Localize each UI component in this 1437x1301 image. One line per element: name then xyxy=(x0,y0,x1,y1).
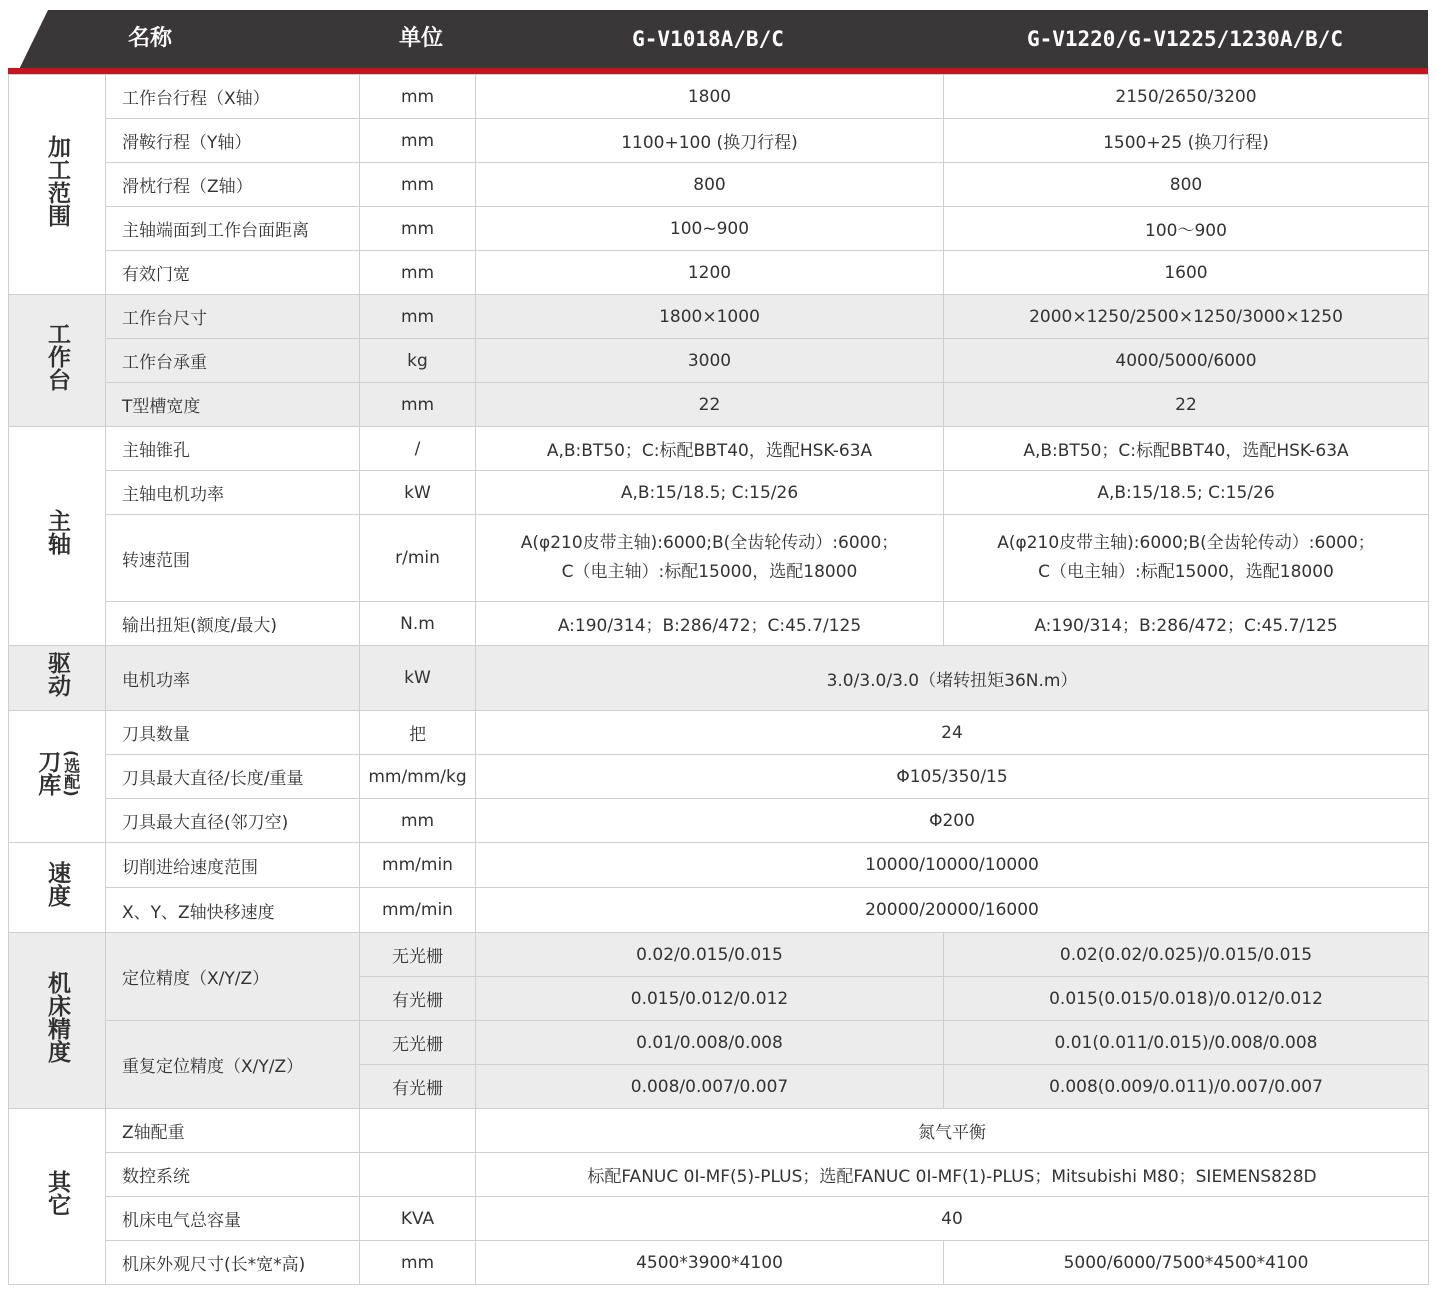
value-shared: 氮气平衡 xyxy=(476,1109,1429,1153)
table-row xyxy=(9,75,1429,119)
row-name: 电机功率 xyxy=(106,646,360,711)
value-shared: 24 xyxy=(476,711,1429,755)
value-a: 100~900 xyxy=(476,207,944,251)
table-row xyxy=(9,711,1429,755)
category-jingdu: 机床精度 xyxy=(9,933,106,1109)
value-a: A:190/314；B:286/472；C:45.7/125 xyxy=(476,602,944,646)
row-unit xyxy=(360,1109,476,1153)
row-name: 机床外观尺寸(长*宽*高) xyxy=(106,1241,360,1285)
row-unit: mm xyxy=(360,295,476,339)
table-row xyxy=(9,1197,1429,1241)
value-b: 2000×1250/2500×1250/3000×1250 xyxy=(944,295,1429,339)
row-unit: mm xyxy=(360,799,476,843)
category-sudu: 速度 xyxy=(9,843,106,933)
value-b: A:190/314；B:286/472；C:45.7/125 xyxy=(944,602,1429,646)
value-shared: Φ105/350/15 xyxy=(476,755,1429,799)
table-row xyxy=(9,163,1429,207)
row-unit: mm/min xyxy=(360,888,476,933)
header-name: 名称 xyxy=(127,26,172,51)
value-a: 22 xyxy=(476,383,944,427)
row-unit: / xyxy=(360,427,476,471)
table-row xyxy=(9,1153,1429,1197)
value-b: 4000/5000/6000 xyxy=(944,339,1429,383)
row-unit: mm xyxy=(360,1241,476,1285)
value-shared: 10000/10000/10000 xyxy=(476,843,1429,888)
category-qita: 其它 xyxy=(9,1109,106,1285)
table-row xyxy=(9,602,1429,646)
row-name: X、Y、Z轴快移速度 xyxy=(106,888,360,933)
category-zhuzhou: 主轴 xyxy=(9,427,106,646)
table-row xyxy=(9,1241,1429,1285)
value-a: 4500*3900*4100 xyxy=(476,1241,944,1285)
row-name: 刀具最大直径/长度/重量 xyxy=(106,755,360,799)
value-shared: 20000/20000/16000 xyxy=(476,888,1429,933)
row-unit: kW xyxy=(360,471,476,515)
value-a: 0.01/0.008/0.008 xyxy=(476,1021,944,1065)
row-unit: mm xyxy=(360,383,476,427)
header-model-a: G-V1018A/B/C xyxy=(632,27,784,51)
value-a-line-2: C（电主轴）:标配15000，选配18000 xyxy=(561,562,858,582)
value-b xyxy=(944,515,1429,602)
table-row xyxy=(9,427,1429,471)
value-b: 0.015(0.015/0.018)/0.012/0.012 xyxy=(944,977,1429,1021)
table-row xyxy=(9,646,1429,711)
row-unit: mm/min xyxy=(360,843,476,888)
row-name: 机床电气总容量 xyxy=(106,1197,360,1241)
value-b: 22 xyxy=(944,383,1429,427)
row-unit: kW xyxy=(360,646,476,711)
header-slant-decoration xyxy=(8,10,48,74)
value-a: 1800×1000 xyxy=(476,295,944,339)
value-a: 800 xyxy=(476,163,944,207)
category-daoku: 刀库(选配) xyxy=(9,711,106,843)
row-name: 转速范围 xyxy=(106,515,360,602)
row-unit: mm/mm/kg xyxy=(360,755,476,799)
row-name-positioning: 定位精度（X/Y/Z） xyxy=(106,933,360,1021)
row-name: 滑枕行程（Z轴） xyxy=(106,163,360,207)
row-unit: r/min xyxy=(360,515,476,602)
value-a: 1100+100 (换刀行程) xyxy=(476,119,944,163)
table-row xyxy=(9,1109,1429,1153)
value-b-line-1: A(φ210皮带主轴):6000;B(全齿轮传动）:6000； xyxy=(997,533,1375,554)
table-row xyxy=(9,515,1429,602)
category-daoku-note: (选配) xyxy=(61,749,81,797)
row-unit xyxy=(360,1153,476,1197)
value-b: 5000/6000/7500*4500*4100 xyxy=(944,1241,1429,1285)
value-shared: 40 xyxy=(476,1197,1429,1241)
table-row xyxy=(9,251,1429,295)
header-unit: 单位 xyxy=(398,26,443,51)
row-name: 切削进给速度范围 xyxy=(106,843,360,888)
row-name: 有效门宽 xyxy=(106,251,360,295)
category-jiagong: 加工范围 xyxy=(9,75,106,295)
row-unit: 把 xyxy=(360,711,476,755)
value-a xyxy=(476,515,944,602)
table-row xyxy=(9,843,1429,888)
row-name: 主轴电机功率 xyxy=(106,471,360,515)
value-b: A,B:15/18.5; C:15/26 xyxy=(944,471,1429,515)
row-name: 输出扭矩(额度/最大) xyxy=(106,602,360,646)
category-gongzuotai: 工作台 xyxy=(9,295,106,427)
value-b: 1500+25 (换刀行程) xyxy=(944,119,1429,163)
table-row xyxy=(9,383,1429,427)
row-sub: 有光栅 xyxy=(360,977,476,1021)
table-row xyxy=(9,755,1429,799)
value-a: A,B:15/18.5; C:15/26 xyxy=(476,471,944,515)
row-name: 工作台行程（X轴） xyxy=(106,75,360,119)
value-b: 0.008(0.009/0.011)/0.007/0.007 xyxy=(944,1065,1429,1109)
value-b-line-2: C（电主轴）:标配15000，选配18000 xyxy=(1038,562,1334,582)
spec-table xyxy=(8,74,1429,1285)
table-row xyxy=(9,471,1429,515)
value-shared: Φ200 xyxy=(476,799,1429,843)
table-row xyxy=(9,339,1429,383)
row-name: 刀具最大直径(邻刀空) xyxy=(106,799,360,843)
row-name: Z轴配重 xyxy=(106,1109,360,1153)
table-row xyxy=(9,799,1429,843)
row-name: T型槽宽度 xyxy=(106,383,360,427)
value-shared: 标配FANUC 0I-MF(5)-PLUS；选配FANUC 0I-MF(1)-PLUS；Mitsubishi M80；SIEMENS828D xyxy=(476,1153,1429,1197)
header-model-b: G-V1220/G-V1225/1230A/B/C xyxy=(1026,27,1344,51)
value-a-line-1: A(φ210皮带主轴):6000;B(全齿轮传动）:6000； xyxy=(520,533,899,554)
value-b: 800 xyxy=(944,163,1429,207)
row-unit: mm xyxy=(360,207,476,251)
table-row xyxy=(9,207,1429,251)
row-name: 主轴锥孔 xyxy=(106,427,360,471)
value-a: 1200 xyxy=(476,251,944,295)
value-b: 1600 xyxy=(944,251,1429,295)
row-unit: KVA xyxy=(360,1197,476,1241)
row-name: 工作台承重 xyxy=(106,339,360,383)
table-row xyxy=(9,888,1429,933)
value-a: 3000 xyxy=(476,339,944,383)
value-b: 0.02(0.02/0.025)/0.015/0.015 xyxy=(944,933,1429,977)
row-sub: 无光栅 xyxy=(360,933,476,977)
row-name: 滑鞍行程（Y轴） xyxy=(106,119,360,163)
row-name: 数控系统 xyxy=(106,1153,360,1197)
value-a: 0.008/0.007/0.007 xyxy=(476,1065,944,1109)
value-a: 0.02/0.015/0.015 xyxy=(476,933,944,977)
row-unit: mm xyxy=(360,251,476,295)
row-unit: mm xyxy=(360,75,476,119)
table-row xyxy=(9,1021,1429,1065)
row-unit: mm xyxy=(360,163,476,207)
category-qudong: 驱动 xyxy=(9,646,106,711)
row-sub: 无光栅 xyxy=(360,1021,476,1065)
table-row xyxy=(9,933,1429,977)
table-row xyxy=(9,119,1429,163)
value-a: A,B:BT50；C:标配BBT40，选配HSK-63A xyxy=(476,427,944,471)
row-unit: N.m xyxy=(360,602,476,646)
row-unit: kg xyxy=(360,339,476,383)
value-b: 2150/2650/3200 xyxy=(944,75,1429,119)
table-row xyxy=(9,295,1429,339)
row-name: 刀具数量 xyxy=(106,711,360,755)
row-sub: 有光栅 xyxy=(360,1065,476,1109)
row-name: 工作台尺寸 xyxy=(106,295,360,339)
value-b: 0.01(0.011/0.015)/0.008/0.008 xyxy=(944,1021,1429,1065)
value-a: 0.015/0.012/0.012 xyxy=(476,977,944,1021)
row-unit: mm xyxy=(360,119,476,163)
row-name-repeat: 重复定位精度（X/Y/Z） xyxy=(106,1021,360,1109)
value-b: 100～900 xyxy=(944,207,1429,251)
row-name: 主轴端面到工作台面距离 xyxy=(106,207,360,251)
value-a: 1800 xyxy=(476,75,944,119)
value-b: A,B:BT50；C:标配BBT40，选配HSK-63A xyxy=(944,427,1429,471)
value-shared: 3.0/3.0/3.0（堵转扭矩36N.m） xyxy=(476,646,1429,711)
